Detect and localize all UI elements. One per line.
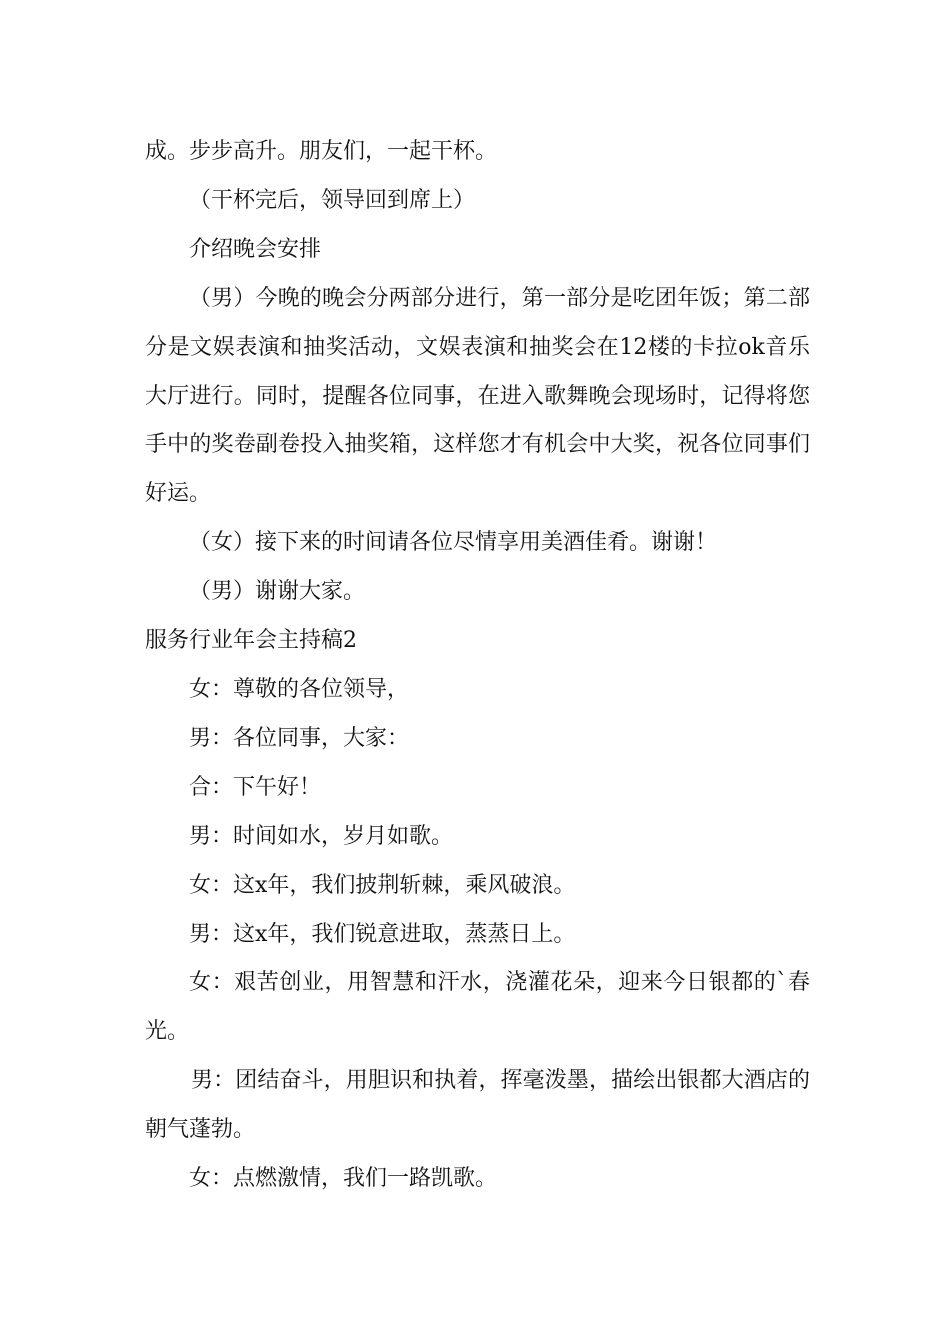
document-title-2: 服务行业年会主持稿2: [145, 628, 357, 654]
paragraph-stage-direction: （干杯完后，领导回到席上）: [189, 187, 476, 213]
paragraph-section-heading: 介绍晚会安排: [189, 236, 322, 262]
paragraph-male-thanks: （男）谢谢大家。: [189, 579, 366, 605]
paragraph-female-hardwork: 女：艰苦创业，用智慧和汗水，浇灌花朵，迎来今日银都的`春光。: [145, 970, 810, 1045]
paragraph-male-time: 男：时间如水，岁月如歌。: [189, 823, 454, 849]
paragraph-toast-end: 成。步步高升。朋友们，一起干杯。: [145, 139, 498, 164]
paragraph-female-greeting: 女：尊敬的各位领导，: [189, 676, 410, 702]
paragraph-female-invitation: （女）接下来的时间请各位尽情享用美酒佳肴。谢谢！: [189, 530, 718, 556]
paragraph-male-unity: 男：团结奋斗，用胆识和执着，挥毫泼墨，描绘出银都大酒店的朝气蓬勃。: [145, 1068, 810, 1143]
paragraph-female-passion: 女：点燃激情，我们一路凯歌。: [189, 1166, 498, 1192]
paragraph-female-year: 女：这x年，我们披荆斩棘，乘风破浪。: [189, 872, 576, 898]
paragraph-male-year: 男：这x年，我们锐意进取，蒸蒸日上。: [189, 921, 576, 947]
paragraph-male-greeting: 男：各位同事，大家：: [189, 725, 410, 751]
paragraph-together-greeting: 合：下午好！: [189, 774, 322, 800]
paragraph-program-arrangement: （男）今晚的晚会分两部分进行，第一部分是吃团年饭；第二部分是文娱表演和抽奖活动，文娱表演和抽奖会在12楼的卡拉ok音乐大厅进行。同时，提醒各位同事，在进入歌舞晚会现场时，记得将您手中的奖卷副卷投入抽奖箱，这样您才有机会中大奖，祝各位同事们好运。: [145, 285, 810, 507]
document-body: [145, 128, 810, 1204]
